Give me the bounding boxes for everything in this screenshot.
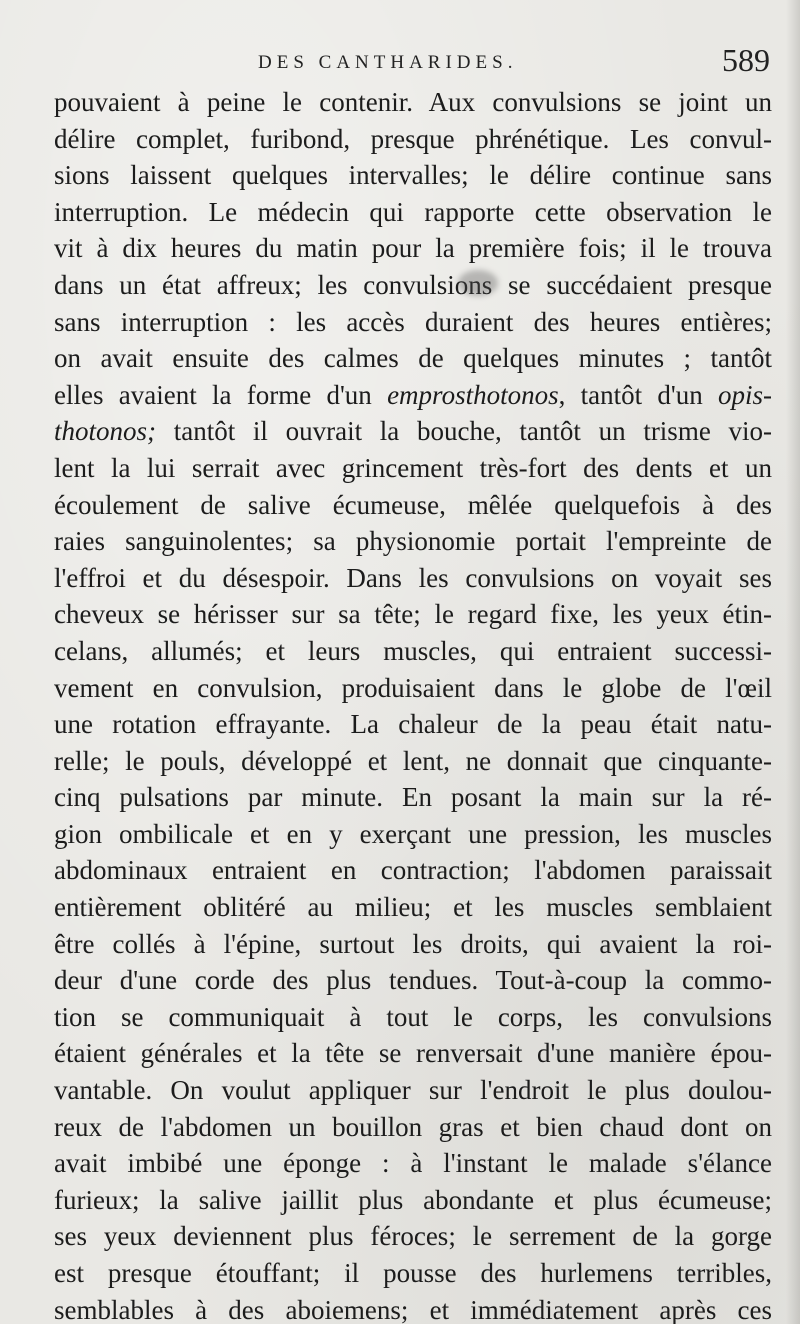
page-edge-shadow xyxy=(786,0,800,1324)
text-fragment: tantôt il ouvrait la bouche, tantôt un trisme vio- xyxy=(156,416,772,447)
text-line: l'effroi et du désespoir. Dans les convulsions on voyait ses xyxy=(54,562,772,593)
text-line: avait imbibé une éponge : à l'instant le malade s'élance xyxy=(54,1148,772,1179)
running-head: DES CANTHARIDES. xyxy=(258,52,518,73)
text-line: entièrement oblitéré au milieu; et les muscles semblaient xyxy=(54,892,772,923)
text-line: sans interruption : les accès duraient des heures entières; xyxy=(54,306,772,337)
text-line: tion se communiquait à tout le corps, les convulsions xyxy=(54,1001,772,1032)
text-line-with-italics xyxy=(54,377,772,414)
text-line: semblables à des aboiemens; et immédiatement après ces xyxy=(54,1294,772,1324)
text-line: ses yeux deviennent plus féroces; le serrement de la gorge xyxy=(54,1221,772,1252)
italic-term-opisthotonos-start: opis- xyxy=(718,379,772,410)
text-line: est presque étouffant; il pousse des hurlemens terribles, xyxy=(54,1258,772,1288)
text-line: cinq pulsations par minute. En posant la main sur la ré- xyxy=(54,782,772,813)
page-number: 589 xyxy=(722,42,770,78)
text-line: vit à dix heures du matin pour la première fois; il le trouva xyxy=(54,233,772,264)
page-header xyxy=(60,42,770,86)
text-line: une rotation effrayante. La chaleur de la peau était natu- xyxy=(54,709,772,740)
text-line: être collés à l'épine, surtout les droits, qui avaient la roi- xyxy=(54,928,772,959)
text-line: interruption. Le médecin qui rapporte cette observation le xyxy=(54,196,772,227)
text-line: abdominaux entraient en contraction; l'abdomen paraissait xyxy=(54,855,772,886)
text-line: celans, allumés; et leurs muscles, qui entraient successi- xyxy=(54,635,772,666)
text-line-with-italics xyxy=(54,413,772,450)
text-line: furieux; la salive jaillit plus abondante et plus écumeuse; xyxy=(54,1184,772,1215)
text-line: cheveux se hérisser sur sa tête; le regard fixe, les yeux étin- xyxy=(54,599,772,630)
italic-term-emprosthotonos: emprosthotonos xyxy=(387,379,559,410)
text-line: relle; le pouls, développé et lent, ne donnait que cinquante- xyxy=(54,745,772,776)
text-line: écoulement de salive écumeuse, mêlée quelquefois à des xyxy=(54,489,772,520)
text-line: gion ombilicale et en y exerçant une pression, les muscles xyxy=(54,818,772,849)
text-line: délire complet, furibond, presque phrénétique. Les convul- xyxy=(54,123,772,154)
text-line: on avait ensuite des calmes de quelques minutes ; tantôt xyxy=(54,343,772,374)
text-line: vantable. On voulut appliquer sur l'endroit le plus doulou- xyxy=(54,1075,772,1106)
text-line: sions laissent quelques intervalles; le délire continue sans xyxy=(54,160,772,191)
text-line: deur d'une corde des plus tendues. Tout-à-coup la commo- xyxy=(54,965,772,996)
text-line: vement en convulsion, produisaient dans le globe de l'œil xyxy=(54,672,772,703)
text-line: pouvaient à peine le contenir. Aux convulsions se joint un xyxy=(54,87,772,117)
text-line: étaient générales et la tête se renversait d'une manière épou- xyxy=(54,1038,772,1069)
text-line: reux de l'abdomen un bouillon gras et bien chaud dont on xyxy=(54,1111,772,1142)
text-line: raies sanguinolentes; sa physionomie portait l'empreinte de xyxy=(54,526,772,557)
text-line: dans un état affreux; les convulsions se succédaient presque xyxy=(54,269,772,300)
text-line: lent la lui serrait avec grincement très-fort des dents et un xyxy=(54,452,772,483)
ink-stain xyxy=(458,270,498,296)
body-text xyxy=(54,84,772,1324)
italic-term-opisthotonos-end: thotonos; xyxy=(54,416,157,447)
text-fragment: elles avaient la forme d'un xyxy=(54,379,388,410)
text-fragment: , tantôt d'un xyxy=(558,379,718,410)
